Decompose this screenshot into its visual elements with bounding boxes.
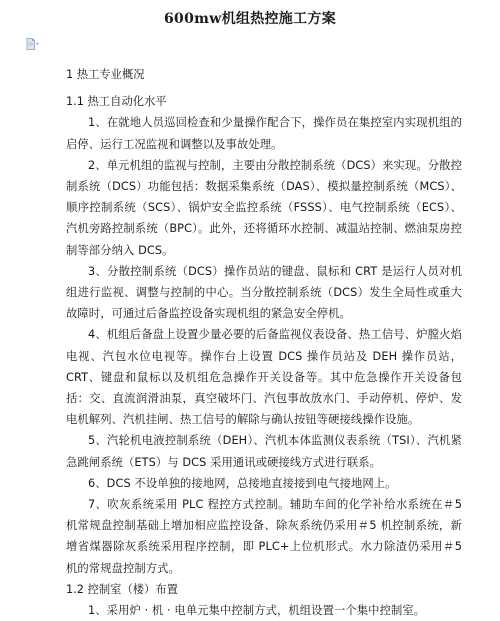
paragraph: 2、单元机组的监视与控制，主要由分散控制系统（DCS）来实现。分散控制系统（DCS）功能包括：数据采集系统（DAS）、模拟量控制系统（MCS）、顺序控制系统（SCS）、锅炉安全监控系统（FSSS）、电气控制系统（ECS）、汽机旁路控制系统（BPC）。此外，还将循环水控制、减温站控制、燃油泵房控制等部分纳入 DCS。 [66,158,462,257]
paragraph: 6、DCS 不设单独的接地网，总接地直接接到电气接地网上。 [88,476,397,490]
paragraph: 3、分散控制系统（DCS）操作员站的键盘、鼠标和 CRT 是运行人员对机组进行监视、调整与控制的中心。当分散控制系统（DCS）发生全局性或重大故障时，可通过后备监控设备实现机组的紧急安全停机。 [66,264,462,321]
subsection-heading: 1.1 热工自动化水平 [66,95,167,109]
paragraph: 7、吹灰系统采用 PLC 程控方式控制。辅助车间的化学补给水系统在＃5 机常规盘控制基础上增加相应监控设备、除灰系统仍采用＃5 机控制系统，新增省煤器除灰系统采用程序控制，即 PLC+上位机形式。水力除渣仍采用＃5 机的常规盘控制方式。 [66,498,462,575]
paragraph: 1、在就地人员巡回检查和少量操作配合下，操作员在集控室内实现机组的启停、运行工况监视和调整以及事故处理。 [66,116,462,151]
document-title: 600mw机组热控施工方案 [164,11,336,27]
document-icon[interactable] [26,38,40,50]
paragraph: 4、机组后备盘上设置少量必要的后备监视仪表设备、热工信号、炉膛火焰电视、汽包水位电视等。操作台上设置 DCS 操作员站及 DEH 操作员站，CRT、键盘和鼠标以及机组危急操作开关设备等。其中危急操作开关设备包括：交、直流润滑油泵，真空破坏门、汽包事故放水门、手动停机、停炉、发电机解列、汽机挂闸、热工信号的解除与确认按钮等硬接线操作设施。 [66,328,462,427]
subsection-heading: 1.2 控制室（楼）布置 [66,582,178,596]
document-body [66,64,462,621]
paragraph: 1、采用炉 · 机 · 电单元集中控制方式，机组设置一个集中控制室。 [88,604,426,618]
section-heading: 1 热工专业概况 [66,68,145,81]
paragraph: 5、汽轮机电液控制系统（DEH）、汽机本体监测仪表系统（TSI）、汽机紧急跳闸系统（ETS）与 DCS 采用通讯或硬接线方式进行联系。 [66,434,462,469]
